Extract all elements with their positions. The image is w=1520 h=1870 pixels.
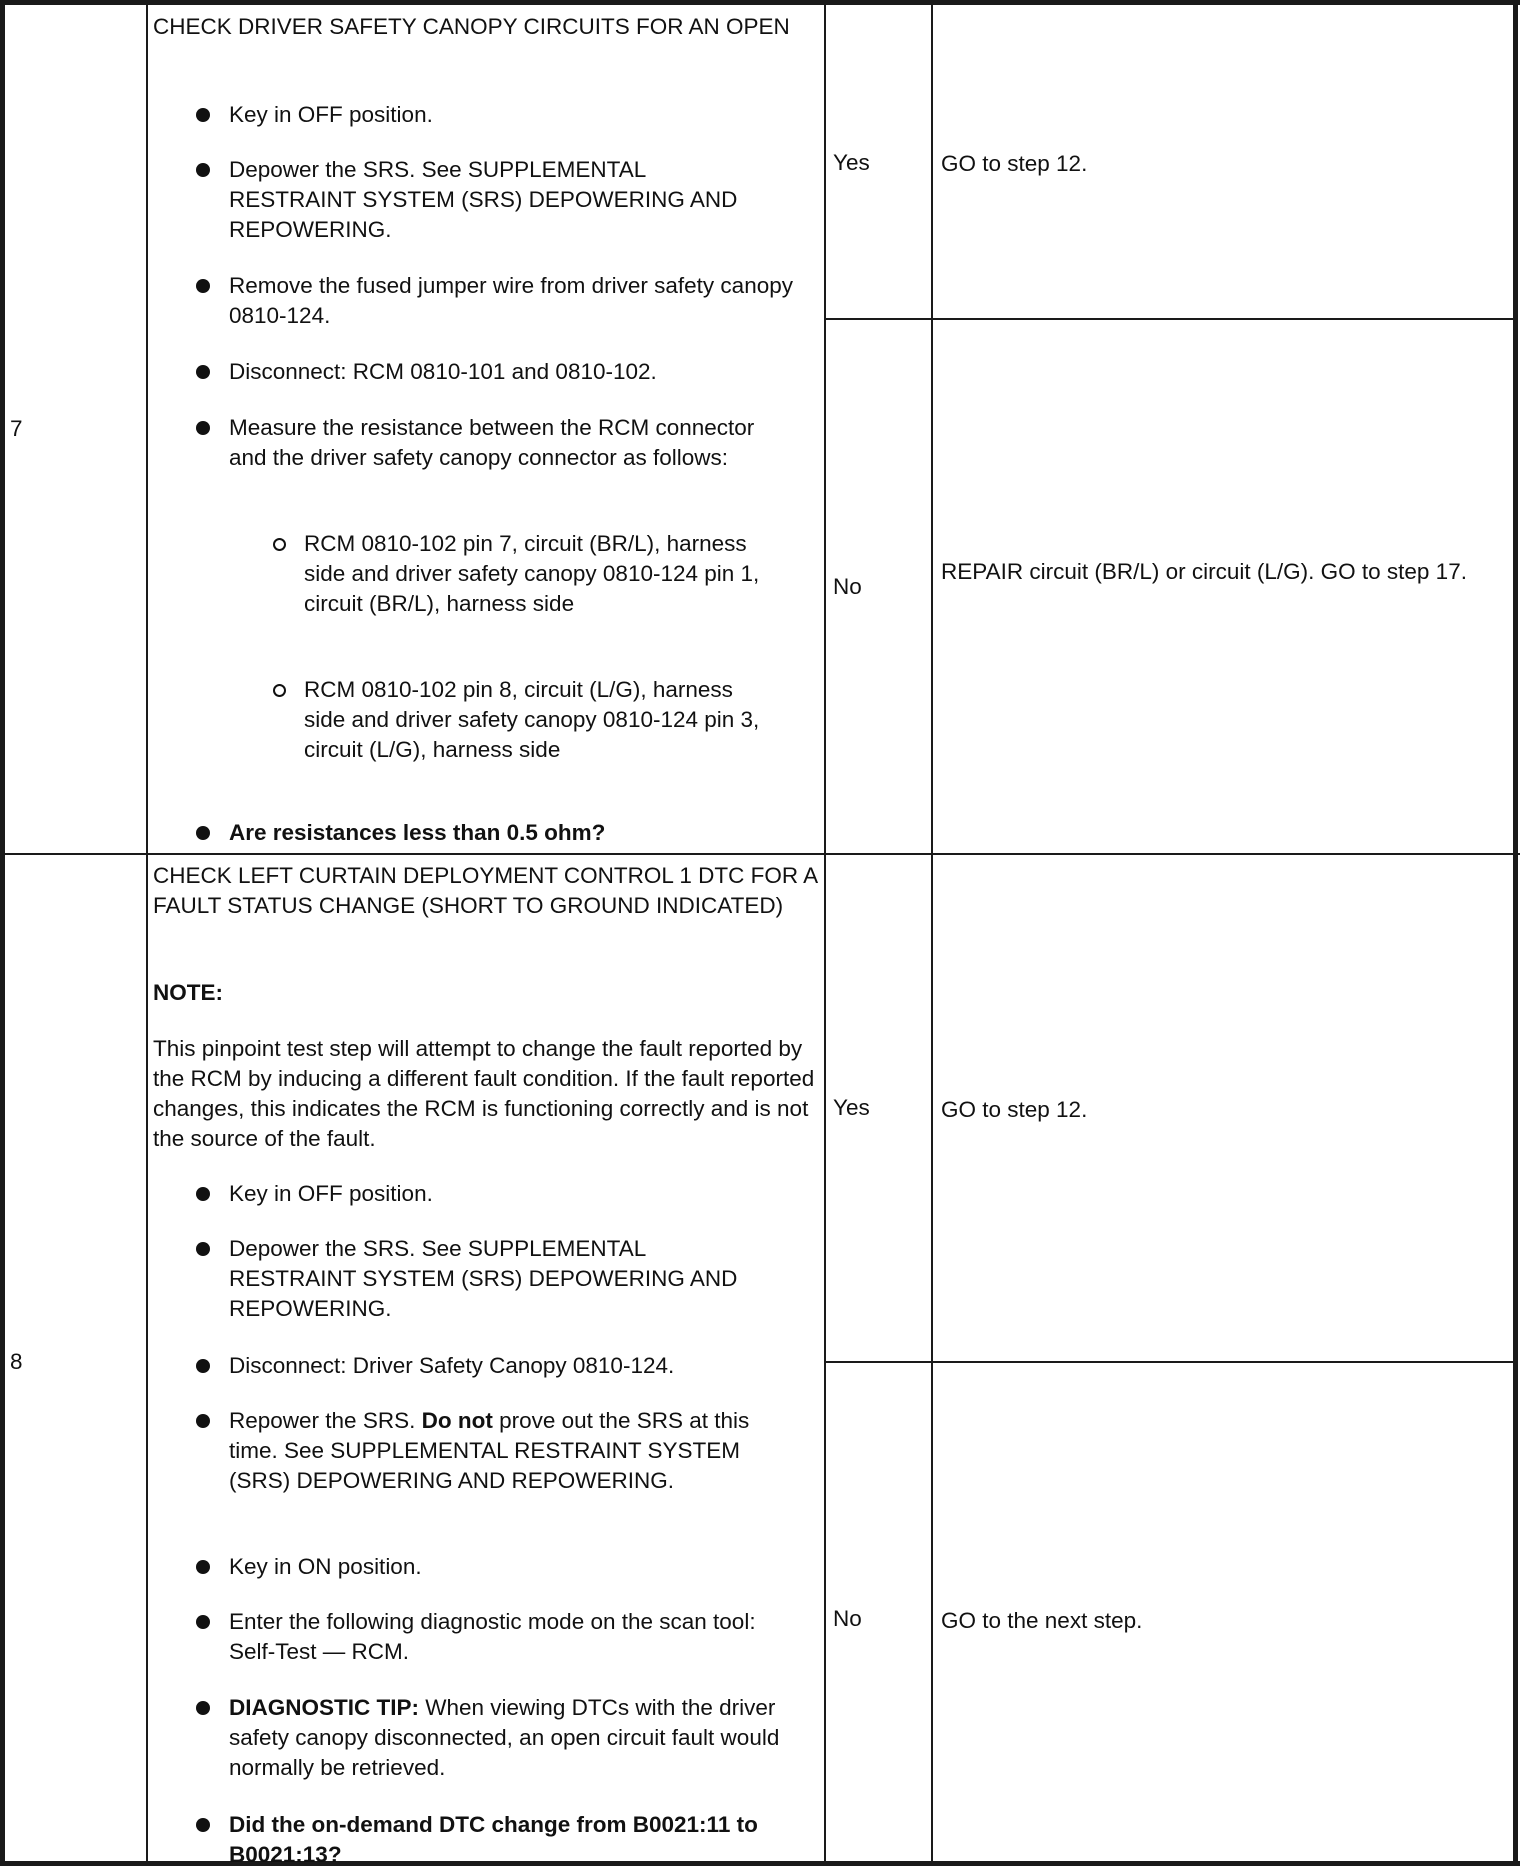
bullet-item: Key in OFF position. <box>162 1179 802 1209</box>
bullet-ring-icon <box>273 684 286 697</box>
yes-label: Yes <box>833 150 870 175</box>
step-number: 8 <box>10 1349 23 1374</box>
bullet-item: Enter the following diagnostic mode on the scan tool: Self-Test — RCM. <box>162 1607 792 1667</box>
bullet-item <box>162 1406 782 1496</box>
diagnostic-tip-label: DIAGNOSTIC TIP: <box>229 1695 419 1720</box>
sub-bullet-item: RCM 0810-102 pin 8, circuit (L/G), harness side and driver safety canopy 0810-124 pin 3, circuit (L/G), harness side <box>268 675 768 765</box>
bullet-dot-icon <box>196 1701 210 1715</box>
row-divider-7-8 <box>0 853 1520 855</box>
bullet-ring-icon <box>273 538 286 551</box>
repower-prefix: Repower the SRS. <box>229 1408 416 1433</box>
column-divider-step <box>146 0 148 1866</box>
bullet-dot-icon <box>196 421 210 435</box>
sub-bullet-item: RCM 0810-102 pin 7, circuit (BR/L), harness side and driver safety canopy 0810-124 pin 1, circuit (BR/L), harness side <box>268 529 768 619</box>
column-divider-result <box>931 0 933 1866</box>
no-action: REPAIR circuit (BR/L) or circuit (L/G). GO to step 17. <box>941 559 1467 584</box>
bullet-dot-icon <box>196 1560 210 1574</box>
row7-yes-no-divider <box>824 318 1518 320</box>
note-text: This pinpoint test step will attempt to change the fault reported by the RCM by inducing a different fault condition. If the fault reported changes, this indicates the RCM is functioning correctly and is not the source of the fault. <box>153 1036 815 1151</box>
note-label: NOTE: <box>153 980 223 1005</box>
bullet-dot-icon <box>196 108 210 122</box>
bullet-item: Measure the resistance between the RCM connector and the driver safety canopy connector as follows: <box>162 413 787 473</box>
bullet-item: Disconnect: RCM 0810-101 and 0810-102. <box>162 357 802 387</box>
bullet-dot-icon <box>196 826 210 840</box>
diagnostic-tip-text: When viewing DTCs with the driver safety canopy disconnected, an open circuit fault would normally be retrieved. <box>229 1695 780 1780</box>
bullet-dot-icon <box>196 1187 210 1201</box>
bullet-item: Disconnect: Driver Safety Canopy 0810-124. <box>162 1351 802 1381</box>
row8-yes-no-divider <box>824 1361 1518 1363</box>
test-title: CHECK DRIVER SAFETY CANOPY CIRCUITS FOR AN OPEN <box>153 14 790 39</box>
no-action: GO to the next step. <box>941 1608 1143 1633</box>
table-border-right <box>1513 0 1518 1866</box>
bullet-dot-icon <box>196 163 210 177</box>
test-title: CHECK LEFT CURTAIN DEPLOYMENT CONTROL 1 DTC FOR A FAULT STATUS CHANGE (SHORT TO GROUND INDICATED) <box>153 863 817 918</box>
repower-emphasis: Do not <box>421 1408 493 1433</box>
yes-action: GO to step 12. <box>941 151 1088 176</box>
bullet-item: Key in ON position. <box>162 1552 802 1582</box>
table-border-top <box>0 0 1520 5</box>
bullet-dot-icon <box>196 1414 210 1428</box>
bullet-item: Key in OFF position. <box>162 100 802 130</box>
question-item: Are resistances less than 0.5 ohm? <box>162 818 802 848</box>
column-divider-test <box>824 0 826 1866</box>
bullet-item <box>162 1693 802 1783</box>
step-number: 7 <box>10 416 23 441</box>
yes-action: GO to step 12. <box>941 1097 1088 1122</box>
bullet-dot-icon <box>196 1818 210 1832</box>
bullet-dot-icon <box>196 279 210 293</box>
table-border-left <box>0 0 5 1866</box>
no-label: No <box>833 1606 862 1631</box>
question-item: Did the on-demand DTC change from B0021:11 to B0021:13? <box>162 1810 802 1870</box>
bullet-dot-icon <box>196 365 210 379</box>
bullet-item: Remove the fused jumper wire from driver safety canopy 0810-124. <box>162 271 802 331</box>
no-label: No <box>833 574 862 599</box>
bullet-item: Depower the SRS. See SUPPLEMENTAL RESTRAINT SYSTEM (SRS) DEPOWERING AND REPOWERING. <box>162 155 762 245</box>
bullet-item: Depower the SRS. See SUPPLEMENTAL RESTRAINT SYSTEM (SRS) DEPOWERING AND REPOWERING. <box>162 1234 762 1324</box>
repower-suffix: prove out the SRS at this time. See SUPPLEMENTAL RESTRAINT SYSTEM (SRS) DEPOWERING AND REPOWERING. <box>229 1408 750 1493</box>
bullet-dot-icon <box>196 1242 210 1256</box>
bullet-dot-icon <box>196 1359 210 1373</box>
bullet-dot-icon <box>196 1615 210 1629</box>
yes-label: Yes <box>833 1095 870 1120</box>
